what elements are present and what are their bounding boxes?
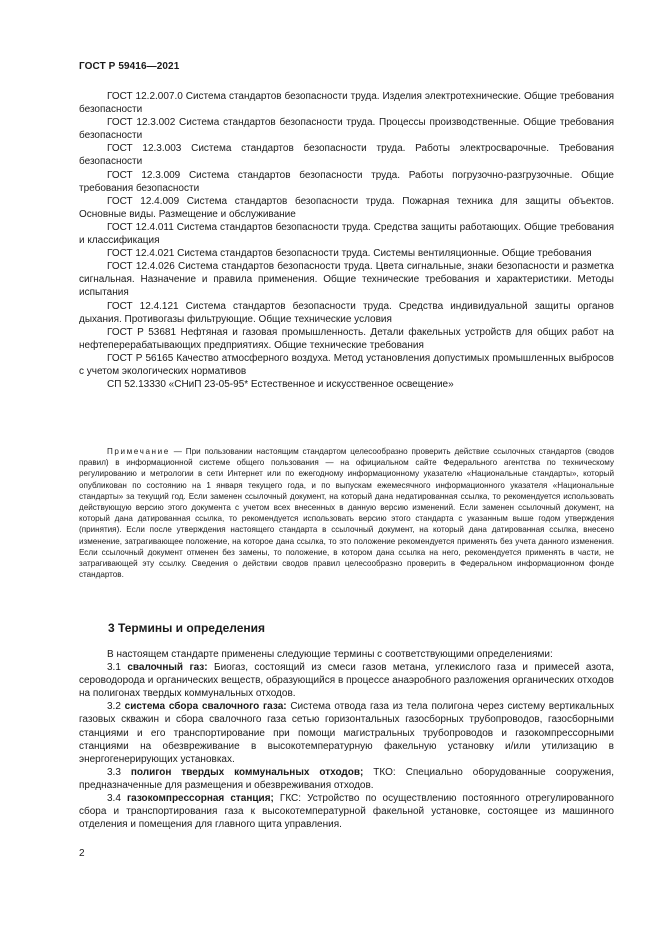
term-number: 3.4 — [107, 793, 127, 805]
term-name: газокомпрессорная станция; — [126, 793, 274, 805]
term-number: 3.3 — [107, 766, 131, 778]
term-entry — [79, 700, 614, 765]
term-definition: ТКО: Специально оборудованные сооружения, предназначенные для размещения и обезвреживания отходов. — [79, 766, 614, 791]
reference-item: ГОСТ Р 53681 Нефтяная и газовая промышленность. Детали факельных устройств для общих работ на нефтеперерабатывающих предприятиях. Общие технические требования — [79, 326, 614, 351]
term-definition: ГКС: Устройство по осуществлению постоянного отрегулированного сбора и транспортирования газа к высокотемпературной факельной установке, состоящее из машинного отделения и помещения для главного щита управления. — [79, 793, 614, 831]
reference-item: ГОСТ 12.3.002 Система стандартов безопасности труда. Процессы производственные. Общие требования безопасности — [79, 117, 614, 142]
term-name: полигон твердых коммунальных отходов; — [130, 766, 364, 778]
note-paragraph — [79, 446, 614, 580]
reference-item: ГОСТ 12.3.003 Система стандартов безопасности труда. Работы электросварочные. Требования безопасности — [79, 143, 614, 168]
term-entry — [79, 661, 614, 700]
reference-item: ГОСТ Р 56165 Качество атмосферного воздуха. Метод установления допустимых промышленных выбросов с учетом экологических нормативов — [79, 352, 614, 377]
reference-item: ГОСТ 12.4.009 Система стандартов безопасности труда. Пожарная техника для защиты объектов. Основные виды. Размещение и обслуживание — [79, 195, 614, 220]
note-block — [79, 446, 614, 580]
term-entry — [79, 792, 614, 831]
document-header: ГОСТ Р 59416—2021 — [79, 61, 180, 72]
term-name: свалочный газ: — [127, 662, 208, 674]
reference-item: ГОСТ 12.2.007.0 Система стандартов безопасности труда. Изделия электротехнические. Общие требования безопасности — [79, 91, 614, 116]
term-name: система сбора свалочного газа: — [124, 701, 287, 713]
note-label: Примечание — [107, 447, 170, 456]
reference-item: ГОСТ 12.4.011 Система стандартов безопасности труда. Средства защиты работающих. Общие требования и классификация — [79, 221, 614, 247]
reference-item: ГОСТ 12.4.026 Система стандартов безопасности труда. Цвета сигнальные, знаки безопасности и разметка сигнальная. Назначение и правила применения. Общие технические требования и характеристики. Методы испытания — [79, 261, 614, 299]
term-definition: Биогаз, состоящий из смеси газов метана, углекислого газа и примесей азота, сероводорода и органических веществ, образующийся в процессе анаэробного разложения органических отходов на полигонах твердых коммунальных отходов. — [79, 662, 614, 700]
section-intro: В настоящем стандарте применены следующие термины с соответствующими определениями: — [107, 649, 553, 660]
reference-item: ГОСТ 12.3.009 Система стандартов безопасности труда. Работы погрузочно-разгрузочные. Общие требования безопасности — [79, 169, 614, 194]
note-text: — При пользовании настоящим стандартом целесообразно проверить действие ссылочных стандартов (сводов правил) в информационной системе общего пользования — на официальном сайте Федерального агентства по техническому регулированию и метрологии в сети Интернет или по ежегодному информационному указателю «Национальные стандарты», который опубликован по состоянию на 1 января текущего года, и по выпускам ежемесячного информационного указателя «Национальные стандарты» за текущий год. Если заменен ссылочный документ, на который дана недатированная ссылка, то рекомендуется использовать действующую версию этого документа с учетом всех внесенных в данную версию изменений. Если заменен ссылочный документ, на который дана датированная ссылка, то рекомендуется использовать версию этого стандарта с указанным выше годом утверждения (принятия). Если после утверждения настоящего стандарта в ссылочный документ, на который дана датированная ссылка, внесено изменение, затрагивающее положение, на которое дана ссылка, то это положение рекомендуется применять без учета данного изменения. Если ссылочный документ отменен без замены, то положение, в котором дана ссылка на него, рекомендуется применять в части, не затрагивающей эту ссылку. Сведения о действии сводов правил целесообразно проверить в Федеральном информационном фонде стандартов. — [79, 447, 614, 580]
reference-item: СП 52.13330 «СНиП 23-05-95* Естественное и искусственное освещение» — [107, 379, 454, 391]
term-definition: Система отвода газа из тела полигона через систему вертикальных газовых скважин и сбора свалочного газа сетью горизонтальных газосборных трубопроводов, газосборными станциями и его транспортирование при помощи магистральных трубопроводов и газокомпрессорными станциями на обезвреживание в высокотемпературную факельную установку и/или утилизацию в энергогенерирующих установках. — [79, 701, 614, 765]
term-number: 3.2 — [107, 701, 125, 713]
terms-list — [79, 648, 614, 831]
section-title: 3 Термины и определения — [108, 621, 266, 635]
term-entry — [79, 766, 614, 792]
normative-references-list — [79, 90, 614, 391]
reference-item: ГОСТ 12.4.021 Система стандартов безопасности труда. Системы вентиляционные. Общие требования — [107, 248, 592, 260]
reference-item: ГОСТ 12.4.121 Система стандартов безопасности труда. Средства индивидуальной защиты органов дыхания. Противогазы фильтрующие. Общие технические условия — [79, 300, 614, 325]
page-number: 2 — [79, 848, 85, 859]
term-number: 3.1 — [107, 662, 128, 674]
